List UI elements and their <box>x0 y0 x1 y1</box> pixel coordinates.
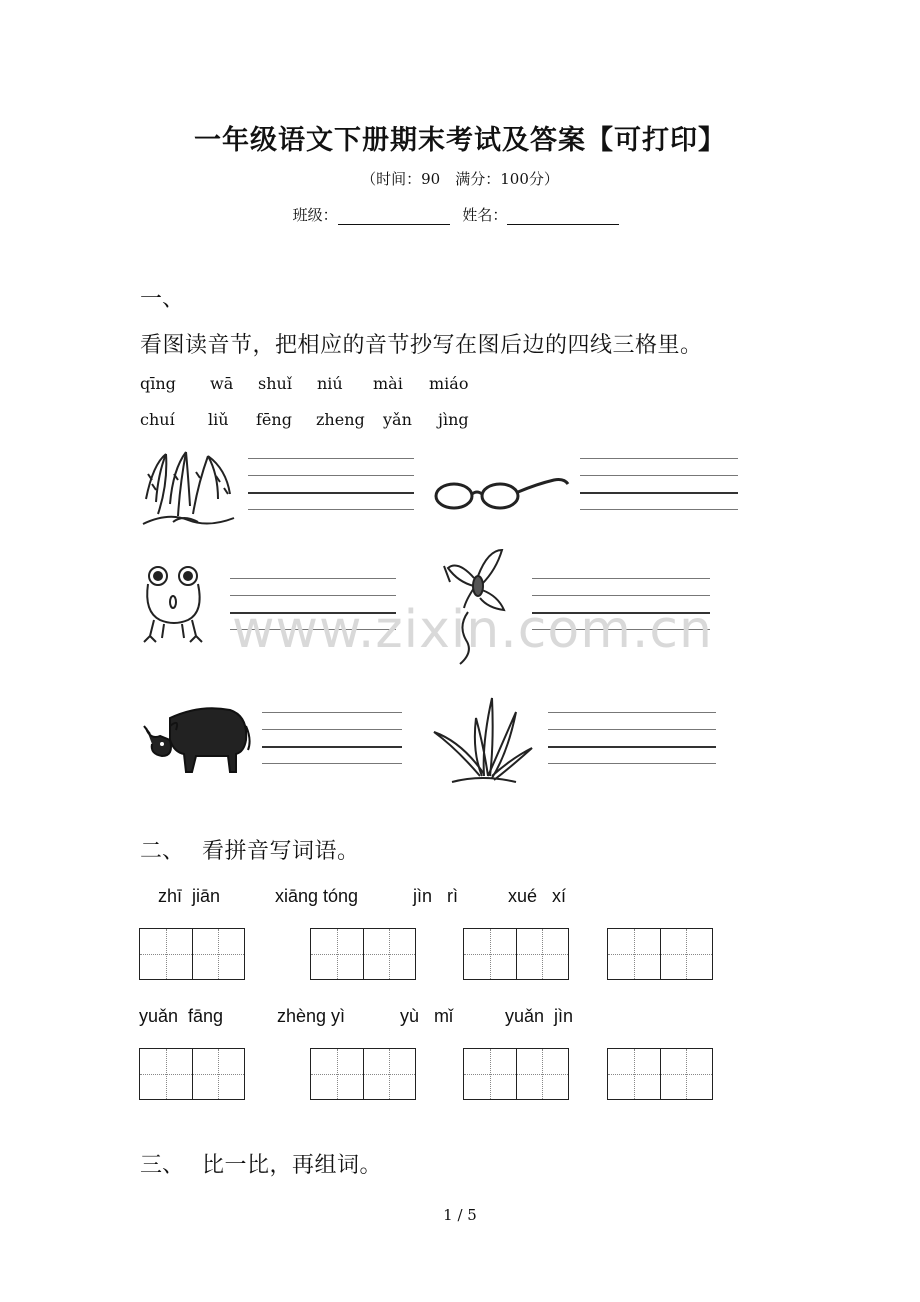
name-blank[interactable] <box>507 210 619 225</box>
writing-lines-2[interactable] <box>580 458 738 510</box>
pinyin-liu: liǔ <box>208 410 229 429</box>
pinyin-yan: yǎn <box>383 410 412 429</box>
wheat-seedling-icon <box>432 692 536 786</box>
pinyin-jinri: jìn rì <box>413 886 459 906</box>
glasses-icon <box>432 470 572 514</box>
pinyin-chui: chuí <box>140 410 175 429</box>
tian-grid-7[interactable] <box>463 1048 569 1100</box>
pinyin-yumi: yù mǐ <box>400 1006 454 1026</box>
pinyin-xiangtong: xiāng tóng <box>275 886 359 906</box>
pinyin-feng: fēng <box>256 410 292 429</box>
page-title: 一年级语文下册期末考试及答案【可打印】 <box>194 125 726 156</box>
tian-grid-5[interactable] <box>139 1048 245 1100</box>
section3-instruction: 比一比，再组词。 <box>202 1153 383 1178</box>
pinyin-mai: mài <box>373 374 403 393</box>
page-number: 1 / 5 <box>443 1206 477 1224</box>
pinyin-shui: shuǐ <box>258 374 292 393</box>
pinyin-qing: qīng <box>140 374 176 393</box>
pinyin-yuanjin: yuǎn jìn <box>505 1006 574 1026</box>
frog-icon <box>140 562 210 648</box>
section2-instruction: 看拼音写词语。 <box>202 839 360 864</box>
writing-lines-5[interactable] <box>262 712 402 764</box>
pinyin-yuanfang: yuǎn fāng <box>139 1006 224 1026</box>
section1-number: 一、 <box>140 287 185 312</box>
student-info-line <box>0 204 920 225</box>
section1-instruction: 看图读音节，把相应的音节抄写在图后边的四线三格里。 <box>140 333 703 358</box>
writing-lines-1[interactable] <box>248 458 414 510</box>
exam-time-score: （时间：90 满分：100分） <box>361 170 559 188</box>
pinyin-zheng: zheng <box>316 410 365 429</box>
tian-grid-6[interactable] <box>310 1048 416 1100</box>
tian-grid-4[interactable] <box>607 928 713 980</box>
buffalo-icon <box>140 700 252 776</box>
watermark: www.zixin.com.cn <box>232 600 713 660</box>
section2-number: 二、 <box>140 839 185 864</box>
pinyin-zhengyi: zhèng yì <box>277 1006 346 1026</box>
pinyin-wa: wā <box>210 374 234 393</box>
name-label: 姓名： <box>462 206 508 224</box>
willow-icon <box>138 444 236 528</box>
pinyin-zhijian: zhī jiān <box>158 886 221 906</box>
tian-grid-1[interactable] <box>139 928 245 980</box>
pinyin-jing: jìng <box>438 410 469 429</box>
section3-number: 三、 <box>140 1153 185 1178</box>
pinyin-niu: niú <box>317 374 343 393</box>
pinyin-xuexi: xué xí <box>508 886 567 906</box>
class-label: 班级： <box>292 206 338 224</box>
tian-grid-2[interactable] <box>310 928 416 980</box>
tian-grid-8[interactable] <box>607 1048 713 1100</box>
class-blank[interactable] <box>338 210 450 225</box>
pinyin-miao: miáo <box>429 374 469 393</box>
writing-lines-6[interactable] <box>548 712 716 764</box>
tian-grid-3[interactable] <box>463 928 569 980</box>
